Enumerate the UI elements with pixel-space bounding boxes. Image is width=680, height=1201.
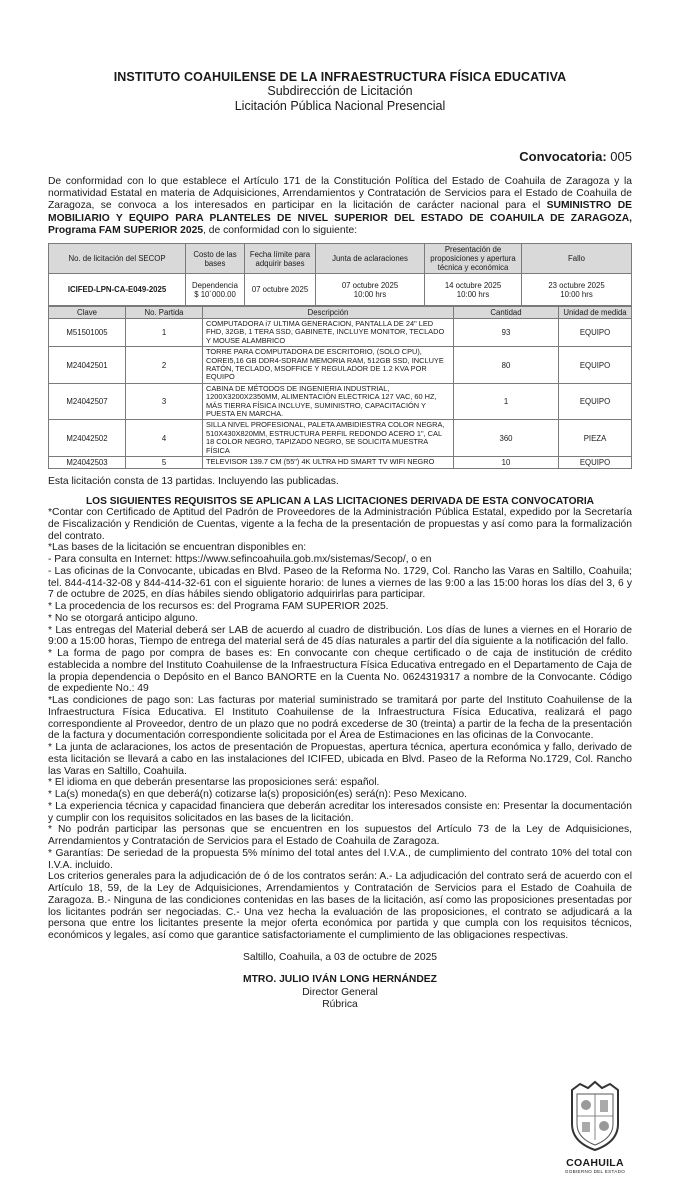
table-row — [49, 319, 632, 347]
requirement-item: *Las condiciones de pago son: Las facturas por material suministrado se tramitará por parte del Instituto Coahuilense de la Infraestructura Física Educativa. El Instituto Coahuilense de la Infraestructura Física Educativa, realizará el pago correspondiente al Proveedor, dentro de un plazo que no podrá excederse de 30 (treinta) a partir de la fecha de la presentación de la factura y documentación correspondiente solicitada por el Área de Estimaciones en las oficinas de la Convocante. — [48, 695, 632, 742]
column-header: Fallo — [522, 244, 632, 274]
requirement-item: * La forma de pago por compra de bases es: En convocante con cheque certificado o de caja de institución de crédito establecida a nombre del Instituto Coahuilense de la Infraestructura Física Educativa entregado en el Departamento de Caja de la propia dependencia o Depósito en el Banco BANORTE en la Cuenta No. 0624319317 a nombre de la Convocante. Código de expediente No.: 49 — [48, 648, 632, 695]
header — [48, 70, 632, 114]
item-partida: 4 — [126, 420, 203, 457]
column-header: Cantidad — [454, 307, 559, 319]
signer-rubrica: Rúbrica — [322, 999, 358, 1011]
requirement-item: * La experiencia técnica y capacidad financiera que deberán acreditar los interesados consiste en: Presentar la documentación y cumplir con los requisitos solicitados en las bases de la licitación. — [48, 800, 632, 824]
table-row — [49, 274, 632, 306]
items-table — [48, 306, 632, 469]
logo-subtitle: GOBIERNO DEL ESTADO — [564, 1169, 626, 1174]
intro-paragraph — [48, 176, 632, 237]
signer-name: MTRO. JULIO IVÁN LONG HERNÁNDEZ — [243, 974, 437, 986]
coahuila-logo — [555, 1080, 635, 1175]
tender-schedule-table — [48, 243, 632, 306]
intro-text-end: , de conformidad con lo siguiente: — [203, 224, 358, 236]
item-unit: EQUIPO — [559, 319, 632, 347]
requirement-item: *Las bases de la licitación se encuentran disponibles en: — [48, 542, 307, 554]
item-partida: 1 — [126, 319, 203, 347]
requirements-list — [48, 507, 632, 942]
item-partida: 3 — [126, 383, 203, 420]
column-header: Unidad de medida — [559, 307, 632, 319]
bases-deadline: 07 octubre 2025 — [245, 274, 316, 306]
requirement-item: - Para consulta en Internet: https://www.sefincoahuila.gob.mx/sistemas/Secop/, o en — [48, 554, 432, 566]
item-quantity: 360 — [454, 420, 559, 457]
partidas-note: Esta licitación consta de 13 partidas. Incluyendo las publicadas. — [48, 476, 339, 488]
requirement-item: * La procedencia de los recursos es: del Programa FAM SUPERIOR 2025. — [48, 601, 389, 613]
proposal-presentation: 14 octubre 2025 10:00 hrs — [425, 274, 522, 306]
item-code: M51501005 — [49, 319, 126, 347]
column-header: Junta de aclaraciones — [316, 244, 425, 274]
signer-role: Director General — [302, 986, 378, 998]
requirement-item: * No podrán participar las personas que se encuentren en los supuestos del Artículo 73 de la Ley de Adquisiciones, Arrendamientos y Contratación de Servicios para el Estado de Coahuila de Zaragoza. — [48, 824, 632, 848]
column-header: Fecha límite para adquirir bases — [245, 244, 316, 274]
column-header: Costo de las bases — [186, 244, 245, 274]
tender-number: ICIFED-LPN-CA-E049-2025 — [49, 274, 186, 306]
requirement-item: * Las entregas del Material deberá ser LAB de acuerdo al cuadro de distribución. Los días de lunes a viernes en el Horario de 9:00 a 15:00 horas, Tiempo de entrega del material será de 45 días naturales a partir del día siguiente a la notificación del fallo. — [48, 624, 632, 648]
item-unit: EQUIPO — [559, 383, 632, 420]
item-code: M24042501 — [49, 347, 126, 384]
item-partida: 2 — [126, 347, 203, 384]
item-quantity: 10 — [454, 457, 559, 469]
ruling-date: 23 octubre 2025 10:00 hrs — [522, 274, 632, 306]
table-header-row — [49, 244, 632, 274]
item-code: M24042503 — [49, 457, 126, 469]
item-description: CABINA DE MÉTODOS DE INGENIERIA INDUSTRIAL, 1200X3200X2350MM, ALIMENTACIÓN ELECTRICA 127 VAC, 60 HZ, MÁS TIERRA FÍSICA INCLUYE, SUMINISTRO, CAPACITACIÓN Y PUESTA EN MARCHA. — [203, 383, 454, 420]
convocatoria-label: Convocatoria: — [519, 149, 607, 164]
item-description: COMPUTADORA i7 ULTIMA GENERACION, PANTALLA DE 24" LED FHD, 32GB, 1 TERA SSD, GABINETE, INCLUYE MONITOR, TECLADO Y MOUSE ALAMBRICO — [203, 319, 454, 347]
item-description: TORRE PARA COMPUTADORA DE ESCRITORIO, (SOLO CPU), COREI5,16 GB DDR4-SDRAM MEMORIA RAM, 512GB SSD, INCLUYE RATÓN, TECLADO, MSOFFICE Y REGULADOR DE 1.2 KVA POR EQUIPO — [203, 347, 454, 384]
intro-text: De conformidad con lo que establece el Artículo 171 de la Constitución Política del Estado de Coahuila de Zaragoza y la normatividad Estatal en materia de Adquisiciones, Arrendamientos y Contratación de Servicios para el Estado de Coahuila de Zaragoza, se convoca a los interesados en participar en la licitación de carácter nacional para el — [48, 176, 632, 212]
institution-title: INSTITUTO COAHUILENSE DE LA INFRAESTRUCTURA FÍSICA EDUCATIVA — [113, 70, 567, 84]
item-code: M24042502 — [49, 420, 126, 457]
table-header-row — [49, 307, 632, 319]
requirement-item: * La(s) moneda(s) en que deberá(n) cotizarse la(s) proposición(es) será(n): Peso Mexicano. — [48, 789, 467, 801]
table-row — [49, 347, 632, 384]
item-partida: 5 — [126, 457, 203, 469]
convocatoria-value: 005 — [610, 149, 632, 164]
requirement-item: - Las oficinas de la Convocante, ubicadas en Blvd. Paseo de la Reforma No. 1729, Col. Rancho las Varas en Saltillo, Coahuila; tel. 844-414-32-08 y 844-414-32-61 con el siguiente horario: de lunes a viernes de las 9:00 a las 15:00 horas los días del 3, 6 y 7 de octubre de 2025, en días hábiles siendo obligatorio adquirirlas para participar. — [48, 565, 632, 601]
item-quantity: 93 — [454, 319, 559, 347]
table-row — [49, 420, 632, 457]
item-unit: EQUIPO — [559, 347, 632, 384]
intro-bold-text: SUMINISTRO DE MOBILIARIO Y EQUIPO PARA PLANTELES DE NIVEL SUPERIOR DEL ESTADO DE COAHUILA DE ZARAGOZA, Programa FAM SUPERIOR 2025 — [48, 200, 632, 236]
bases-cost: Dependencia $ 10´000.00 — [186, 274, 245, 306]
requirements-title: LOS SIGUIENTES REQUISITOS SE APLICAN A LAS LICITACIONES DERIVADA DE ESTA CONVOCATORIA — [85, 496, 595, 508]
document-page — [48, 0, 632, 1012]
column-header: Descripción — [203, 307, 454, 319]
table-row — [49, 457, 632, 469]
requirement-item: Los criterios generales para la adjudicación de ó de los contratos serán: A.- La adjudicación del contrato será de acuerdo con el Artículo 18, 59, de la Ley de Adquisiciones, Arrendamientos y Contratación de Servicios para el Estado de Coahuila de Zaragoza. B.- Ninguna de las condiciones contenidas en las bases de la licitación, así como las proposiciones presentadas por los licitantes podrán ser negociadas. C.- Una vez hecha la evaluación de las proposiciones, el contrato se adjudicará a la persona que entre los licitantes presente la mejor oferta económica por partida y que cumpla con los requisitos técnicos, económicos y legales, así como que garantice satisfactoriamente el cumplimiento de las obligaciones respectivas. — [48, 871, 632, 942]
requirement-item: * Garantías: De seriedad de la propuesta 5% mínimo del total antes del I.V.A., de cumplimiento del contrato 10% del total con I.V.A. incluido. — [48, 847, 632, 871]
column-header: No. Partida — [126, 307, 203, 319]
item-description: TELEVISOR 139.7 CM (55") 4K ULTRA HD SMART TV WIFI NEGRO — [203, 457, 454, 469]
coat-of-arms-icon — [564, 1080, 626, 1152]
logo-name: COAHUILA — [566, 1157, 624, 1169]
item-quantity: 80 — [454, 347, 559, 384]
requirement-item: * El idioma en que deberán presentarse las proposiciones será: español. — [48, 777, 380, 789]
item-code: M24042507 — [49, 383, 126, 420]
table-row — [49, 383, 632, 420]
tender-type-title: Licitación Pública Nacional Presencial — [234, 99, 446, 113]
column-header: Presentación de proposiciones y apertura técnica y económica — [425, 244, 522, 274]
item-unit: PIEZA — [559, 420, 632, 457]
signature-block — [48, 952, 632, 1012]
item-quantity: 1 — [454, 383, 559, 420]
place-date: Saltillo, Coahuila, a 03 de octubre de 2025 — [242, 951, 438, 963]
requirement-item: * No se otorgará anticipo alguno. — [48, 612, 198, 624]
item-unit: EQUIPO — [559, 457, 632, 469]
subdirection-title: Subdirección de Licitación — [267, 84, 413, 98]
column-header: Clave — [49, 307, 126, 319]
convocatoria-number — [48, 149, 632, 164]
requirement-item: *Contar con Certificado de Aptitud del Padrón de Proveedores de la Administración Pública Estatal, expedido por la Secretaría de Fiscalización y Rendición de Cuentas, vigente a la fecha de la presentación de propuestas y así como para la formalización del contrato. — [48, 507, 632, 542]
requirement-item: * La junta de aclaraciones, los actos de presentación de Propuestas, apertura técnica, apertura económica y fallo, derivado de esta licitación se llevará a cabo en las instalaciones del ICIFED, ubicada en Blvd. Paseo de la Reforma No.1729, Col. Rancho las Varas en Saltillo, Coahuila. — [48, 742, 632, 777]
item-description: SILLA NIVEL PROFESIONAL, PALETA AMBIDIESTRA COLOR NEGRA, 510X430X820MM, ESTRUCTURA PERFIL REDONDO ACERO 1", CAL 18 COLOR NEGRO, TAPIZADO NEGRO, SE SOLICITA MUESTRA FÍSICA — [203, 420, 454, 457]
column-header: No. de licitación del SECOP — [49, 244, 186, 274]
clarification-meeting: 07 octubre 2025 10:00 hrs — [316, 274, 425, 306]
